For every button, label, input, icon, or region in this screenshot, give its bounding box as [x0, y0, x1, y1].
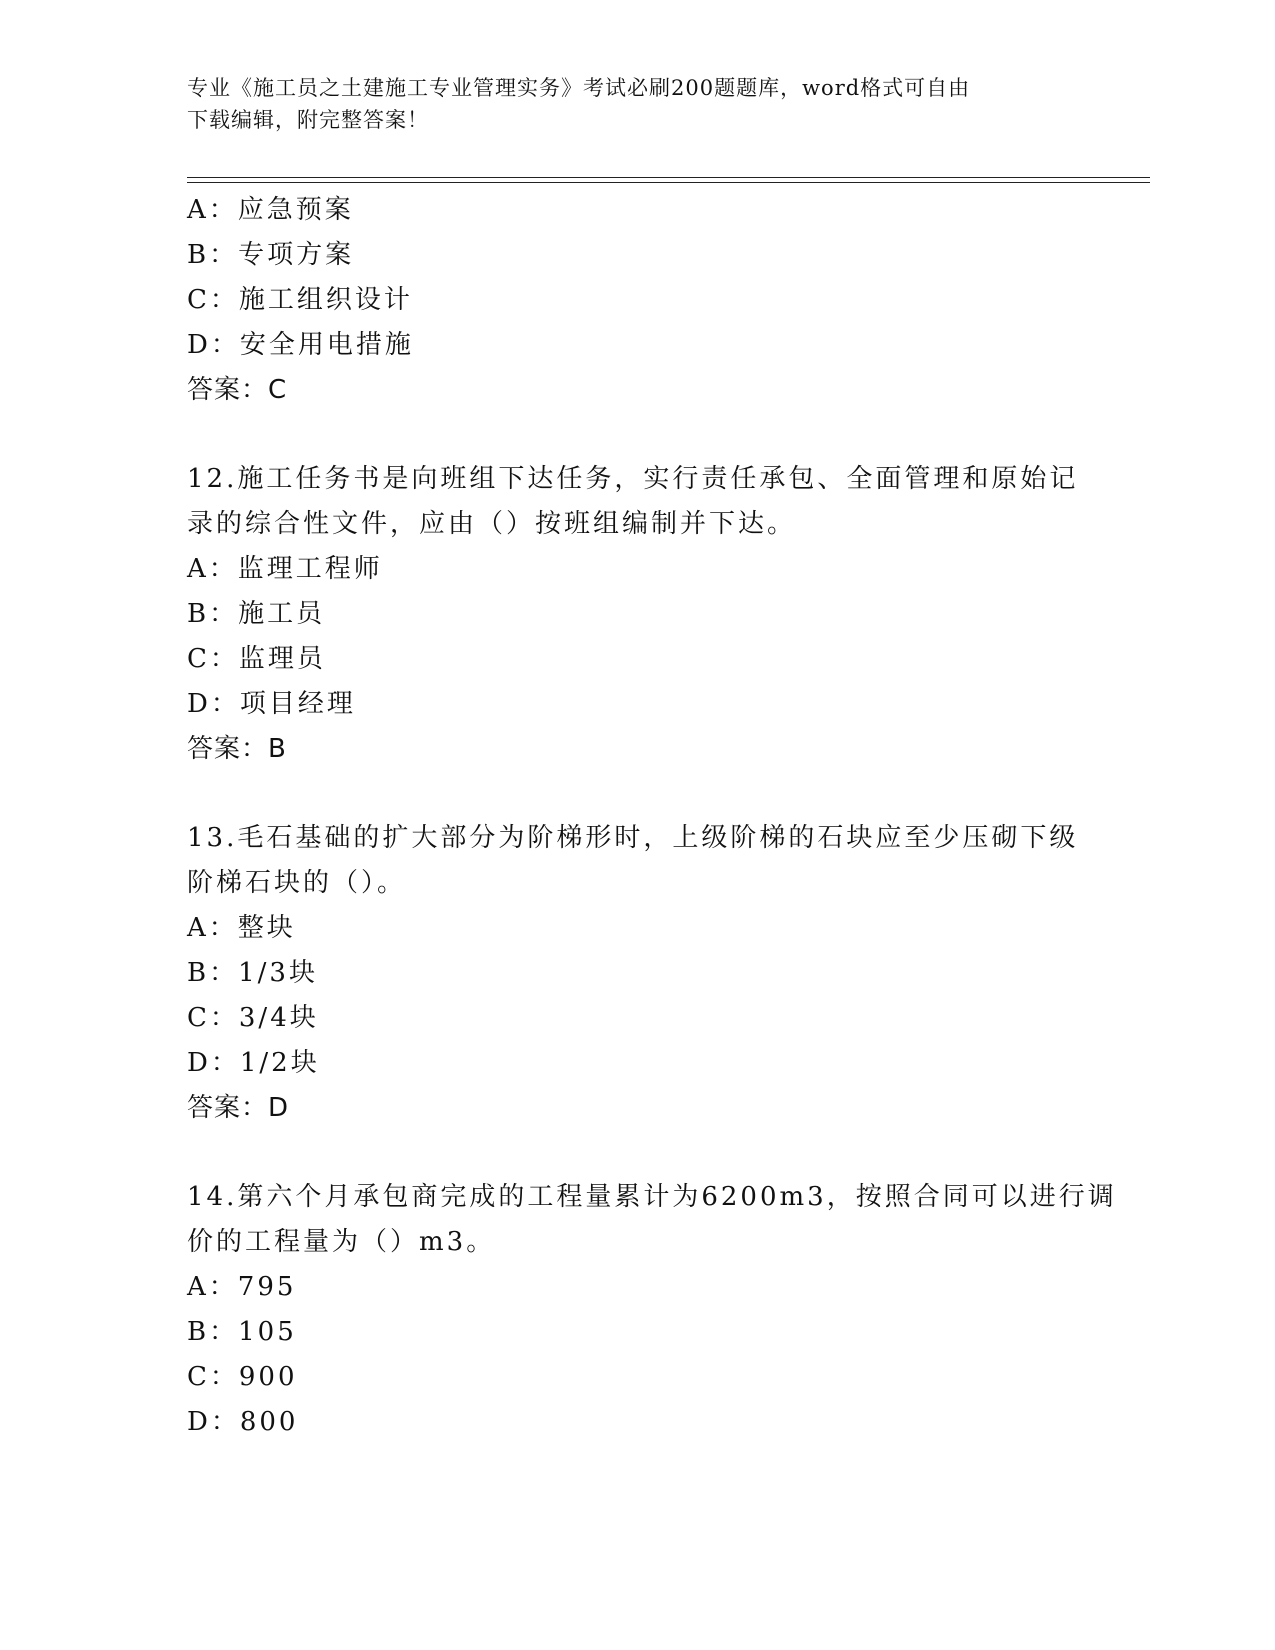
q14-option-c: C：900	[187, 1362, 298, 1392]
q14-option-d: D：800	[187, 1407, 299, 1437]
q13-option-c: C：3/4块	[187, 1003, 319, 1033]
header-divider-bottom	[187, 182, 1150, 183]
q11-option-d: D：安全用电措施	[187, 330, 414, 360]
q13-option-a: A：整块	[187, 913, 296, 943]
q12-option-c: C：监理员	[187, 644, 326, 674]
q11-option-b: B：专项方案	[187, 240, 355, 270]
q11-option-a: A：应急预案	[187, 195, 354, 225]
q13-stem-line-2: 阶梯石块的（）。	[187, 868, 407, 898]
q13-option-d: D：1/2块	[187, 1048, 320, 1078]
q12-stem-line-2: 录的综合性文件，应由（）按班组编制并下达。	[187, 509, 797, 539]
q12-option-d: D：项目经理	[187, 689, 356, 719]
q13-stem-line-1: 13.毛石基础的扩大部分为阶梯形时，上级阶梯的石块应至少压砌下级	[187, 823, 1079, 853]
q12-option-a: A：监理工程师	[187, 554, 383, 584]
q11-answer: 答案：C	[187, 375, 288, 405]
q13-option-b: B：1/3块	[187, 958, 318, 988]
header-line-1: 专业《施工员之土建施工专业管理实务》考试必刷200题题库，word格式可自由	[187, 76, 971, 100]
q14-stem-line-2: 价的工程量为（）m3。	[187, 1227, 496, 1257]
q14-option-a: A：795	[187, 1272, 297, 1302]
q14-stem-line-1: 14.第六个月承包商完成的工程量累计为6200m3，按照合同可以进行调	[187, 1182, 1117, 1212]
header-divider-top	[187, 177, 1150, 178]
q12-stem-line-1: 12.施工任务书是向班组下达任务，实行责任承包、全面管理和原始记	[187, 464, 1079, 494]
q14-option-b: B：105	[187, 1317, 297, 1347]
q12-answer: 答案：B	[187, 734, 287, 764]
q12-option-b: B：施工员	[187, 599, 326, 629]
document-header	[187, 72, 1087, 136]
q11-option-c: C：施工组织设计	[187, 285, 413, 315]
q13-answer: 答案：D	[187, 1093, 290, 1123]
header-line-2: 下载编辑，附完整答案！	[187, 108, 429, 132]
